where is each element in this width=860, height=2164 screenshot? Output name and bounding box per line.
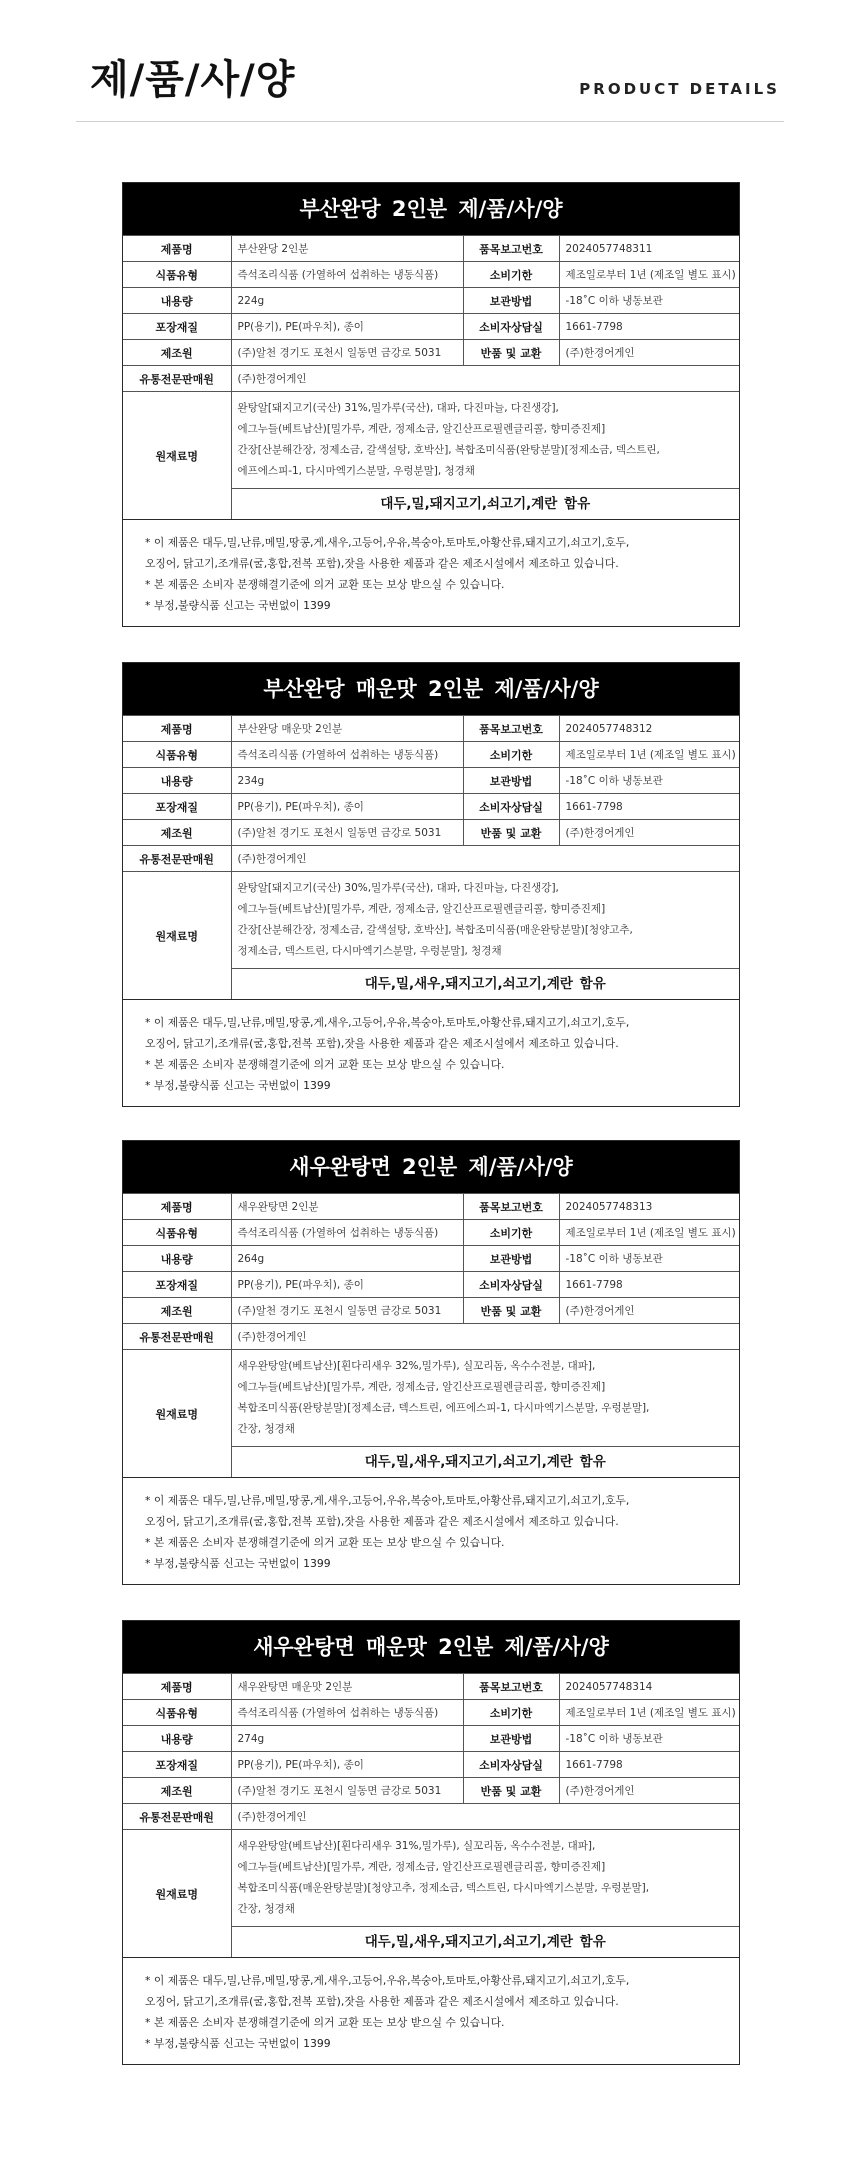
label-distributor: 유통전문판매원	[123, 366, 231, 392]
ingredients-text	[232, 392, 740, 488]
notice-box	[123, 1957, 739, 2064]
label-expiry: 소비기한	[463, 1220, 559, 1246]
label-ingredients: 원재료명	[123, 872, 231, 1000]
label-manufacturer: 제조원	[123, 820, 231, 846]
product-spec-4	[122, 1620, 740, 2065]
spec-row	[123, 366, 739, 392]
allergen-info: 대두,밀,새우,돼지고기,쇠고기,계란 함유	[232, 1446, 740, 1477]
label-returns: 반품 및 교환	[463, 820, 559, 846]
value-returns: (주)한경어게인	[559, 1298, 739, 1324]
spec-row	[123, 1246, 739, 1272]
note-line: * 부정,불량식품 신고는 국번없이 1399	[145, 1557, 331, 1570]
page-title: 제/품/사/양	[90, 57, 296, 103]
label-returns: 반품 및 교환	[463, 1778, 559, 1804]
label-expiry: 소비기한	[463, 742, 559, 768]
ingredients-cell	[231, 1350, 739, 1478]
value-type: 즉석조리식품 (가열하여 섭취하는 냉동식품)	[231, 1220, 463, 1246]
ingredient-line: 새우완탕알(베트남산)[흰다리새우 32%,밀가루), 실꼬리돔, 옥수수전분, 대파],	[237, 1360, 596, 1372]
label-report-no: 품목보고번호	[463, 1674, 559, 1700]
allergen-info: 대두,밀,돼지고기,쇠고기,계란 함유	[232, 488, 740, 519]
spec-row	[123, 820, 739, 846]
value-name: 새우완탕면 매운맛 2인분	[231, 1674, 463, 1700]
allergen-info: 대두,밀,새우,돼지고기,쇠고기,계란 함유	[232, 1926, 740, 1957]
label-consult: 소비자상담실	[463, 794, 559, 820]
value-distributor: (주)한경어게인	[231, 846, 739, 872]
value-storage: -18˚C 이하 냉동보관	[559, 768, 739, 794]
value-volume: 234g	[231, 768, 463, 794]
label-volume: 내용량	[123, 1726, 231, 1752]
notice-box	[123, 999, 739, 1106]
value-returns: (주)한경어게인	[559, 820, 739, 846]
ingredients-cell	[231, 392, 739, 520]
value-manufacturer: (주)알천 경기도 포천시 일동면 금강로 5031	[231, 1778, 463, 1804]
note-line: * 본 제품은 소비자 분쟁해결기준에 의거 교환 또는 보상 받으실 수 있습니다.	[145, 578, 505, 591]
ingredients-cell	[231, 872, 739, 1000]
note-line: 오징어, 닭고기,조개류(굴,홍합,전복 포함),잣을 사용한 제품과 같은 제조시설에서 제조하고 있습니다.	[145, 557, 619, 570]
ingredients-text	[232, 1350, 740, 1446]
value-returns: (주)한경어게인	[559, 340, 739, 366]
value-storage: -18˚C 이하 냉동보관	[559, 288, 739, 314]
value-manufacturer: (주)알천 경기도 포천시 일동면 금강로 5031	[231, 820, 463, 846]
value-report-no: 2024057748313	[559, 1194, 739, 1220]
spec-row	[123, 1298, 739, 1324]
note-line: * 이 제품은 대두,밀,난류,메밀,땅콩,게,새우,고등어,우유,복숭아,토마토,아황산류,돼지고기,쇠고기,호두,	[145, 1494, 630, 1507]
product-title: 새우완탕면 매운맛 2인분 제/품/사/양	[123, 1621, 739, 1673]
value-distributor: (주)한경어게인	[231, 366, 739, 392]
spec-row	[123, 742, 739, 768]
value-expiry: 제조일로부터 1년 (제조일 별도 표시)	[559, 1700, 739, 1726]
spec-row	[123, 1700, 739, 1726]
value-type: 즉석조리식품 (가열하여 섭취하는 냉동식품)	[231, 742, 463, 768]
note-line: * 본 제품은 소비자 분쟁해결기준에 의거 교환 또는 보상 받으실 수 있습니다.	[145, 2016, 505, 2029]
label-type: 식품유형	[123, 742, 231, 768]
label-ingredients: 원재료명	[123, 1830, 231, 1958]
ingredient-line: 에그누들(베트남산)[밀가루, 계란, 정제소금, 알긴산프로필렌글리콜, 향미증진제]	[237, 903, 606, 915]
label-volume: 내용량	[123, 1246, 231, 1272]
note-line: * 본 제품은 소비자 분쟁해결기준에 의거 교환 또는 보상 받으실 수 있습니다.	[145, 1058, 505, 1071]
label-packaging: 포장재질	[123, 314, 231, 340]
allergen-info: 대두,밀,새우,돼지고기,쇠고기,계란 함유	[232, 968, 740, 999]
ingredient-line: 완탕알[돼지고기(국산) 30%,밀가루(국산), 대파, 다진마늘, 다진생강],	[237, 882, 559, 894]
ingredient-line: 간장, 청경채	[237, 1423, 295, 1435]
label-consult: 소비자상담실	[463, 1272, 559, 1298]
ingredients-text	[232, 1830, 740, 1926]
spec-row	[123, 1272, 739, 1298]
note-line: * 이 제품은 대두,밀,난류,메밀,땅콩,게,새우,고등어,우유,복숭아,토마토,아황산류,돼지고기,쇠고기,호두,	[145, 536, 630, 549]
label-packaging: 포장재질	[123, 1752, 231, 1778]
value-distributor: (주)한경어게인	[231, 1324, 739, 1350]
page-subtitle: PRODUCT DETAILS	[579, 80, 780, 98]
label-expiry: 소비기한	[463, 1700, 559, 1726]
spec-table	[123, 1193, 739, 1477]
value-manufacturer: (주)알천 경기도 포천시 일동면 금강로 5031	[231, 340, 463, 366]
label-storage: 보관방법	[463, 768, 559, 794]
label-name: 제품명	[123, 716, 231, 742]
label-report-no: 품목보고번호	[463, 1194, 559, 1220]
note-line: * 부정,불량식품 신고는 국번없이 1399	[145, 599, 331, 612]
note-line: * 이 제품은 대두,밀,난류,메밀,땅콩,게,새우,고등어,우유,복숭아,토마토,아황산류,돼지고기,쇠고기,호두,	[145, 1974, 630, 1987]
value-name: 새우완탕면 2인분	[231, 1194, 463, 1220]
value-name: 부산완당 매운맛 2인분	[231, 716, 463, 742]
label-name: 제품명	[123, 1194, 231, 1220]
spec-row-ingredients	[123, 1350, 739, 1478]
label-packaging: 포장재질	[123, 794, 231, 820]
spec-row	[123, 1220, 739, 1246]
product-spec-1	[122, 182, 740, 627]
spec-row	[123, 262, 739, 288]
product-spec-2	[122, 662, 740, 1107]
label-consult: 소비자상담실	[463, 1752, 559, 1778]
spec-row	[123, 1778, 739, 1804]
product-title: 부산완당 2인분 제/품/사/양	[123, 183, 739, 235]
spec-table	[123, 715, 739, 999]
note-line: * 부정,불량식품 신고는 국번없이 1399	[145, 2037, 331, 2050]
spec-row	[123, 1674, 739, 1700]
value-report-no: 2024057748314	[559, 1674, 739, 1700]
value-report-no: 2024057748312	[559, 716, 739, 742]
page-header	[0, 0, 860, 125]
value-volume: 264g	[231, 1246, 463, 1272]
spec-row	[123, 846, 739, 872]
ingredient-line: 간장[산분해간장, 정제소금, 갈색설탕, 호박산], 복합조미식품(매운완탕분말)[청양고추,	[237, 924, 633, 936]
note-line: * 본 제품은 소비자 분쟁해결기준에 의거 교환 또는 보상 받으실 수 있습니다.	[145, 1536, 505, 1549]
ingredient-line: 에그누들(베트남산)[밀가루, 계란, 정제소금, 알긴산프로필렌글리콜, 향미증진제]	[237, 423, 606, 435]
note-line: 오징어, 닭고기,조개류(굴,홍합,전복 포함),잣을 사용한 제품과 같은 제조시설에서 제조하고 있습니다.	[145, 1037, 619, 1050]
label-returns: 반품 및 교환	[463, 340, 559, 366]
ingredient-line: 완탕알[돼지고기(국산) 31%,밀가루(국산), 대파, 다진마늘, 다진생강],	[237, 402, 559, 414]
spec-row	[123, 1804, 739, 1830]
label-report-no: 품목보고번호	[463, 236, 559, 262]
spec-row	[123, 314, 739, 340]
label-storage: 보관방법	[463, 1726, 559, 1752]
spec-row	[123, 1324, 739, 1350]
spec-row	[123, 768, 739, 794]
ingredient-line: 에그누들(베트남산)[밀가루, 계란, 정제소금, 알긴산프로필렌글리콜, 향미증진제]	[237, 1381, 606, 1393]
label-distributor: 유통전문판매원	[123, 1324, 231, 1350]
value-consult: 1661-7798	[559, 1272, 739, 1298]
label-storage: 보관방법	[463, 288, 559, 314]
note-line: * 부정,불량식품 신고는 국번없이 1399	[145, 1079, 331, 1092]
value-packaging: PP(용기), PE(파우치), 종이	[231, 314, 463, 340]
value-expiry: 제조일로부터 1년 (제조일 별도 표시)	[559, 262, 739, 288]
ingredient-line: 간장, 청경채	[237, 1903, 295, 1915]
label-ingredients: 원재료명	[123, 392, 231, 520]
ingredients-text	[232, 872, 740, 968]
label-type: 식품유형	[123, 1220, 231, 1246]
label-ingredients: 원재료명	[123, 1350, 231, 1478]
label-type: 식품유형	[123, 262, 231, 288]
value-consult: 1661-7798	[559, 314, 739, 340]
spec-row	[123, 1752, 739, 1778]
notice-box	[123, 1477, 739, 1584]
notice-box	[123, 519, 739, 626]
label-distributor: 유통전문판매원	[123, 846, 231, 872]
ingredient-line: 에프에스피-1, 다시마엑기스분말, 우렁분말], 청경채	[237, 465, 475, 477]
label-volume: 내용량	[123, 288, 231, 314]
value-packaging: PP(용기), PE(파우치), 종이	[231, 1752, 463, 1778]
value-packaging: PP(용기), PE(파우치), 종이	[231, 794, 463, 820]
label-manufacturer: 제조원	[123, 1298, 231, 1324]
label-type: 식품유형	[123, 1700, 231, 1726]
value-returns: (주)한경어게인	[559, 1778, 739, 1804]
value-packaging: PP(용기), PE(파우치), 종이	[231, 1272, 463, 1298]
ingredients-cell	[231, 1830, 739, 1958]
label-name: 제품명	[123, 1674, 231, 1700]
spec-row	[123, 340, 739, 366]
spec-row-ingredients	[123, 1830, 739, 1958]
label-volume: 내용량	[123, 768, 231, 794]
value-consult: 1661-7798	[559, 1752, 739, 1778]
spec-row-ingredients	[123, 392, 739, 520]
value-name: 부산완당 2인분	[231, 236, 463, 262]
ingredient-line: 새우완탕알(베트남산)[흰다리새우 31%,밀가루), 실꼬리돔, 옥수수전분, 대파],	[237, 1840, 596, 1852]
spec-row	[123, 794, 739, 820]
product-title: 새우완탕면 2인분 제/품/사/양	[123, 1141, 739, 1193]
label-expiry: 소비기한	[463, 262, 559, 288]
value-type: 즉석조리식품 (가열하여 섭취하는 냉동식품)	[231, 1700, 463, 1726]
label-name: 제품명	[123, 236, 231, 262]
spec-row	[123, 1726, 739, 1752]
ingredient-line: 간장[산분해간장, 정제소금, 갈색설탕, 호박산], 복합조미식품(완탕분말)[정제소금, 덱스트린,	[237, 444, 660, 456]
ingredient-line: 복합조미식품(완탕분말)[정제소금, 덱스트린, 에프에스피-1, 다시마엑기스분말, 우렁분말],	[237, 1402, 650, 1414]
label-manufacturer: 제조원	[123, 340, 231, 366]
product-title: 부산완당 매운맛 2인분 제/품/사/양	[123, 663, 739, 715]
value-distributor: (주)한경어게인	[231, 1804, 739, 1830]
value-volume: 274g	[231, 1726, 463, 1752]
value-report-no: 2024057748311	[559, 236, 739, 262]
ingredient-line: 복합조미식품(매운완탕분말)[청양고추, 정제소금, 덱스트린, 다시마엑기스분말, 우렁분말],	[237, 1882, 650, 1894]
ingredient-line: 정제소금, 덱스트린, 다시마엑기스분말, 우렁분말], 청경채	[237, 945, 502, 957]
spec-table	[123, 235, 739, 519]
header-divider	[76, 121, 784, 122]
note-line: * 이 제품은 대두,밀,난류,메밀,땅콩,게,새우,고등어,우유,복숭아,토마토,아황산류,돼지고기,쇠고기,호두,	[145, 1016, 630, 1029]
label-packaging: 포장재질	[123, 1272, 231, 1298]
spec-row	[123, 1194, 739, 1220]
ingredient-line: 에그누들(베트남산)[밀가루, 계란, 정제소금, 알긴산프로필렌글리콜, 향미증진제]	[237, 1861, 606, 1873]
label-returns: 반품 및 교환	[463, 1298, 559, 1324]
product-spec-3	[122, 1140, 740, 1585]
label-report-no: 품목보고번호	[463, 716, 559, 742]
value-consult: 1661-7798	[559, 794, 739, 820]
value-storage: -18˚C 이하 냉동보관	[559, 1246, 739, 1272]
spec-row	[123, 236, 739, 262]
label-distributor: 유통전문판매원	[123, 1804, 231, 1830]
note-line: 오징어, 닭고기,조개류(굴,홍합,전복 포함),잣을 사용한 제품과 같은 제조시설에서 제조하고 있습니다.	[145, 1995, 619, 2008]
value-expiry: 제조일로부터 1년 (제조일 별도 표시)	[559, 1220, 739, 1246]
label-consult: 소비자상담실	[463, 314, 559, 340]
spec-row	[123, 288, 739, 314]
note-line: 오징어, 닭고기,조개류(굴,홍합,전복 포함),잣을 사용한 제품과 같은 제조시설에서 제조하고 있습니다.	[145, 1515, 619, 1528]
spec-row	[123, 716, 739, 742]
spec-row-ingredients	[123, 872, 739, 1000]
value-volume: 224g	[231, 288, 463, 314]
spec-table	[123, 1673, 739, 1957]
value-expiry: 제조일로부터 1년 (제조일 별도 표시)	[559, 742, 739, 768]
value-storage: -18˚C 이하 냉동보관	[559, 1726, 739, 1752]
value-manufacturer: (주)알천 경기도 포천시 일동면 금강로 5031	[231, 1298, 463, 1324]
label-storage: 보관방법	[463, 1246, 559, 1272]
label-manufacturer: 제조원	[123, 1778, 231, 1804]
value-type: 즉석조리식품 (가열하여 섭취하는 냉동식품)	[231, 262, 463, 288]
